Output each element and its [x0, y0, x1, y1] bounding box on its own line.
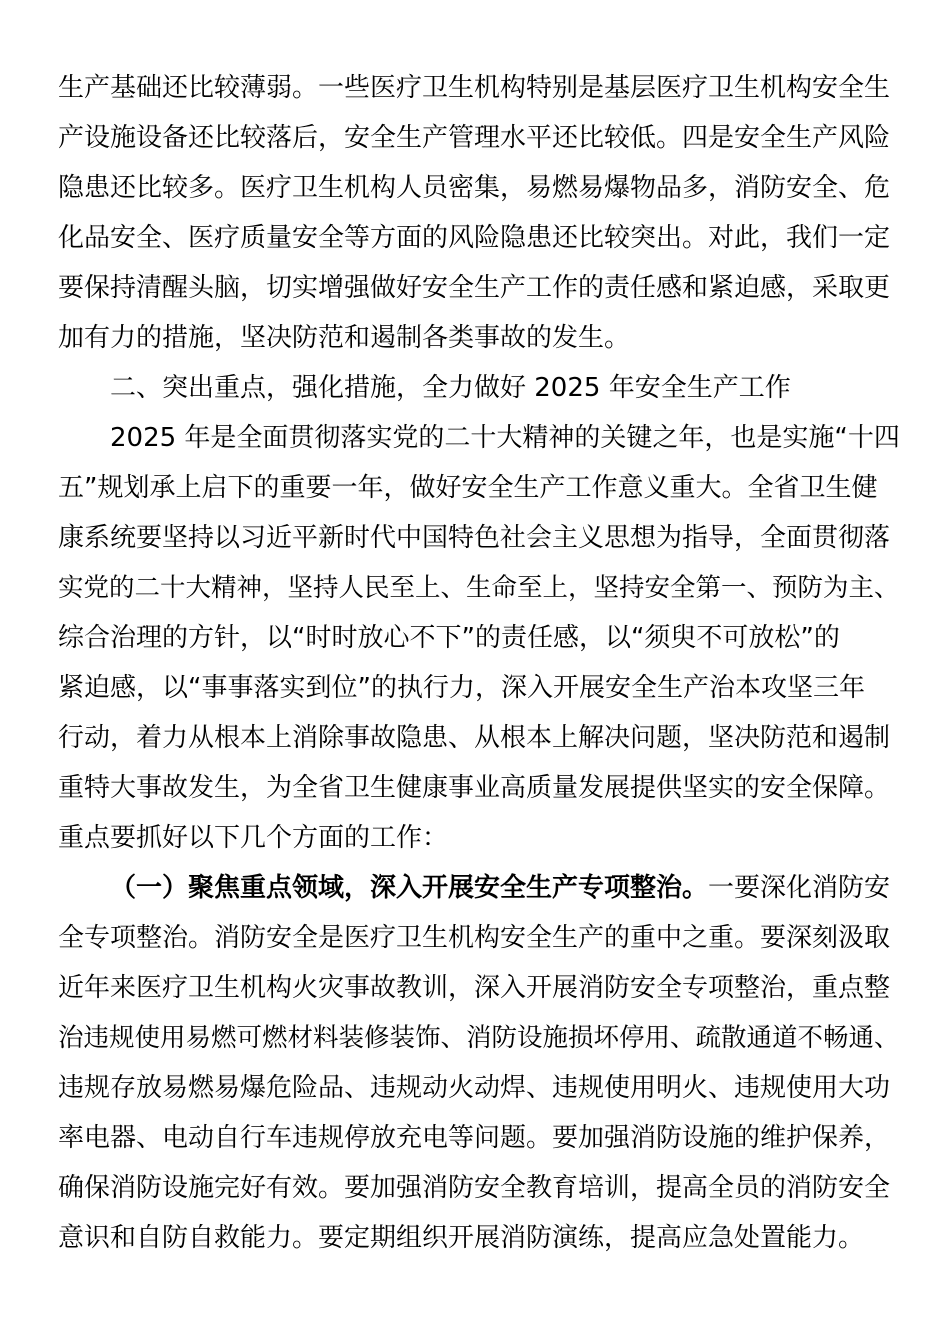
paragraph-line: 违规存放易燃易爆危险品、违规动火动焊、违规使用明火、违规使用大功 [58, 1073, 891, 1103]
paragraph-line: 综合治理的方针，以“时时放心不下”的责任感，以“须臾不可放松”的 [58, 623, 840, 653]
paragraph-line: 治违规使用易燃可燃材料装修装饰、消防设施损坏停用、疏散通道不畅通、 [58, 1023, 900, 1053]
subsection-lead-text: 一要深化消防安 [708, 873, 891, 903]
paragraph-line: 加有力的措施，坚决防范和遏制各类事故的发生。 [58, 323, 631, 353]
paragraph-line: 行动，着力从根本上消除事故隐患、从根本上解决问题，坚决防范和遏制 [58, 723, 891, 753]
paragraph-line: 意识和自防自救能力。要定期组织开展消防演练，提高应急处置能力。 [58, 1223, 865, 1253]
paragraph-line: 隐患还比较多。医疗卫生机构人员密集，易燃易爆物品多，消防安全、危 [58, 173, 891, 203]
paragraph-line: 化品安全、医疗质量安全等方面的风险隐患还比较突出。对此，我们一定 [58, 223, 891, 253]
paragraph-line: 要保持清醒头脑，切实增强做好安全生产工作的责任感和紧迫感，采取更 [58, 273, 891, 303]
section-heading: 二、突出重点，强化措施，全力做好 2025 年安全生产工作 [110, 373, 791, 403]
paragraph-line: 紧迫感，以“事事落实到位”的执行力，深入开展安全生产治本攻坚三年 [58, 673, 865, 703]
paragraph-line: 率电器、电动自行车违规停放充电等问题。要加强消防设施的维护保养， [58, 1123, 891, 1153]
paragraph-line: 确保消防设施完好有效。要加强消防安全教育培训，提高全员的消防安全 [58, 1173, 891, 1203]
subsection-line [110, 863, 890, 913]
paragraph-line: 康系统要坚持以习近平新时代中国特色社会主义思想为指导，全面贯彻落 [58, 523, 891, 553]
subsection-heading: （一）聚焦重点领域，深入开展安全生产专项整治。 [110, 873, 709, 903]
paragraph-line: 产设施设备还比较落后，安全生产管理水平还比较低。四是安全生产风险 [58, 123, 891, 153]
paragraph-line: 生产基础还比较薄弱。一些医疗卫生机构特别是基层医疗卫生机构安全生 [58, 73, 891, 103]
paragraph-line: 近年来医疗卫生机构火灾事故教训，深入开展消防安全专项整治，重点整 [58, 973, 891, 1003]
paragraph-line: 重特大事故发生，为全省卫生健康事业高质量发展提供坚实的安全保障。 [58, 773, 891, 803]
paragraph-line: 五”规划承上启下的重要一年，做好安全生产工作意义重大。全省卫生健 [58, 473, 878, 503]
paragraph-line: 2025 年是全面贯彻落实党的二十大精神的关键之年，也是实施“十四 [110, 423, 900, 453]
paragraph-line: 重点要抓好以下几个方面的工作： [58, 823, 449, 853]
paragraph-line: 实党的二十大精神，坚持人民至上、生命至上，坚持安全第一、预防为主、 [58, 573, 900, 603]
paragraph-line: 全专项整治。消防安全是医疗卫生机构安全生产的重中之重。要深刻汲取 [58, 923, 891, 953]
